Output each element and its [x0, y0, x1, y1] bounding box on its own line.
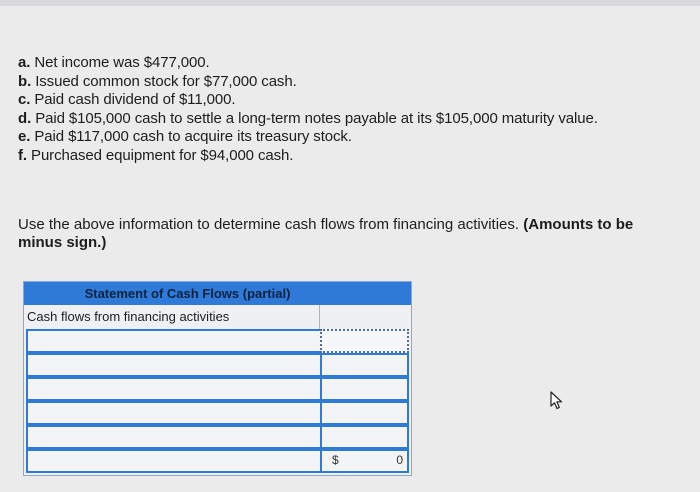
table-row	[26, 329, 411, 353]
fact-e	[18, 128, 598, 147]
fact-letter: e.	[18, 128, 31, 146]
top-edge-divider	[0, 0, 700, 6]
instruction-main: Use the above information to determine cash flows from financing activities.	[18, 216, 524, 233]
fact-text: Issued common stock for $77,000 cash.	[31, 72, 297, 90]
table-row	[26, 401, 411, 425]
fact-text: Paid cash dividend of $11,000.	[30, 91, 236, 109]
instruction-emphasis-line2: minus sign.)	[18, 234, 107, 251]
fact-c	[18, 91, 598, 110]
row-description-input[interactable]	[26, 353, 322, 377]
row-description-input[interactable]	[26, 401, 322, 425]
statement-title: Statement of Cash Flows (partial)	[24, 282, 411, 305]
fact-letter: d.	[18, 109, 32, 127]
mouse-pointer-icon	[548, 390, 568, 412]
row-description-input[interactable]	[26, 377, 322, 401]
fact-f	[18, 147, 598, 166]
fact-d	[18, 110, 598, 129]
facts-list	[18, 54, 598, 166]
currency-symbol: $	[332, 453, 339, 467]
cash-flow-statement-table	[23, 281, 412, 476]
table-row	[26, 353, 411, 377]
total-description-input[interactable]	[26, 449, 322, 473]
fact-letter: b.	[18, 72, 32, 90]
row-amount-input[interactable]	[320, 377, 409, 401]
fact-text: Purchased equipment for $94,000 cash.	[26, 146, 294, 164]
fact-text: Net income was $477,000.	[30, 54, 210, 71]
fact-letter: c.	[18, 91, 31, 109]
fact-letter: f.	[18, 146, 27, 164]
row-description-input[interactable]	[26, 329, 322, 353]
row-amount-input[interactable]	[320, 401, 409, 425]
row-amount-input[interactable]	[320, 353, 409, 377]
row-description-input[interactable]	[26, 425, 322, 449]
fact-text: Paid $117,000 cash to acquire its treasury stock.	[30, 128, 352, 146]
fact-a	[18, 54, 598, 73]
table-row	[26, 377, 411, 401]
row-amount-input[interactable]	[320, 329, 409, 353]
row-amount-input[interactable]	[320, 425, 409, 449]
fact-text: Paid $105,000 cash to settle a long-term notes payable at its $105,000 maturity value.	[31, 109, 598, 127]
instruction-text	[18, 216, 700, 252]
total-amount-field	[320, 449, 409, 473]
fact-b	[18, 73, 598, 92]
table-row	[26, 425, 411, 449]
total-row	[26, 449, 411, 473]
total-value: 0	[396, 453, 403, 467]
fact-letter: a.	[18, 54, 31, 71]
section-label-financing: Cash flows from financing activities	[24, 305, 320, 329]
instruction-emphasis: (Amounts to be	[523, 216, 634, 233]
